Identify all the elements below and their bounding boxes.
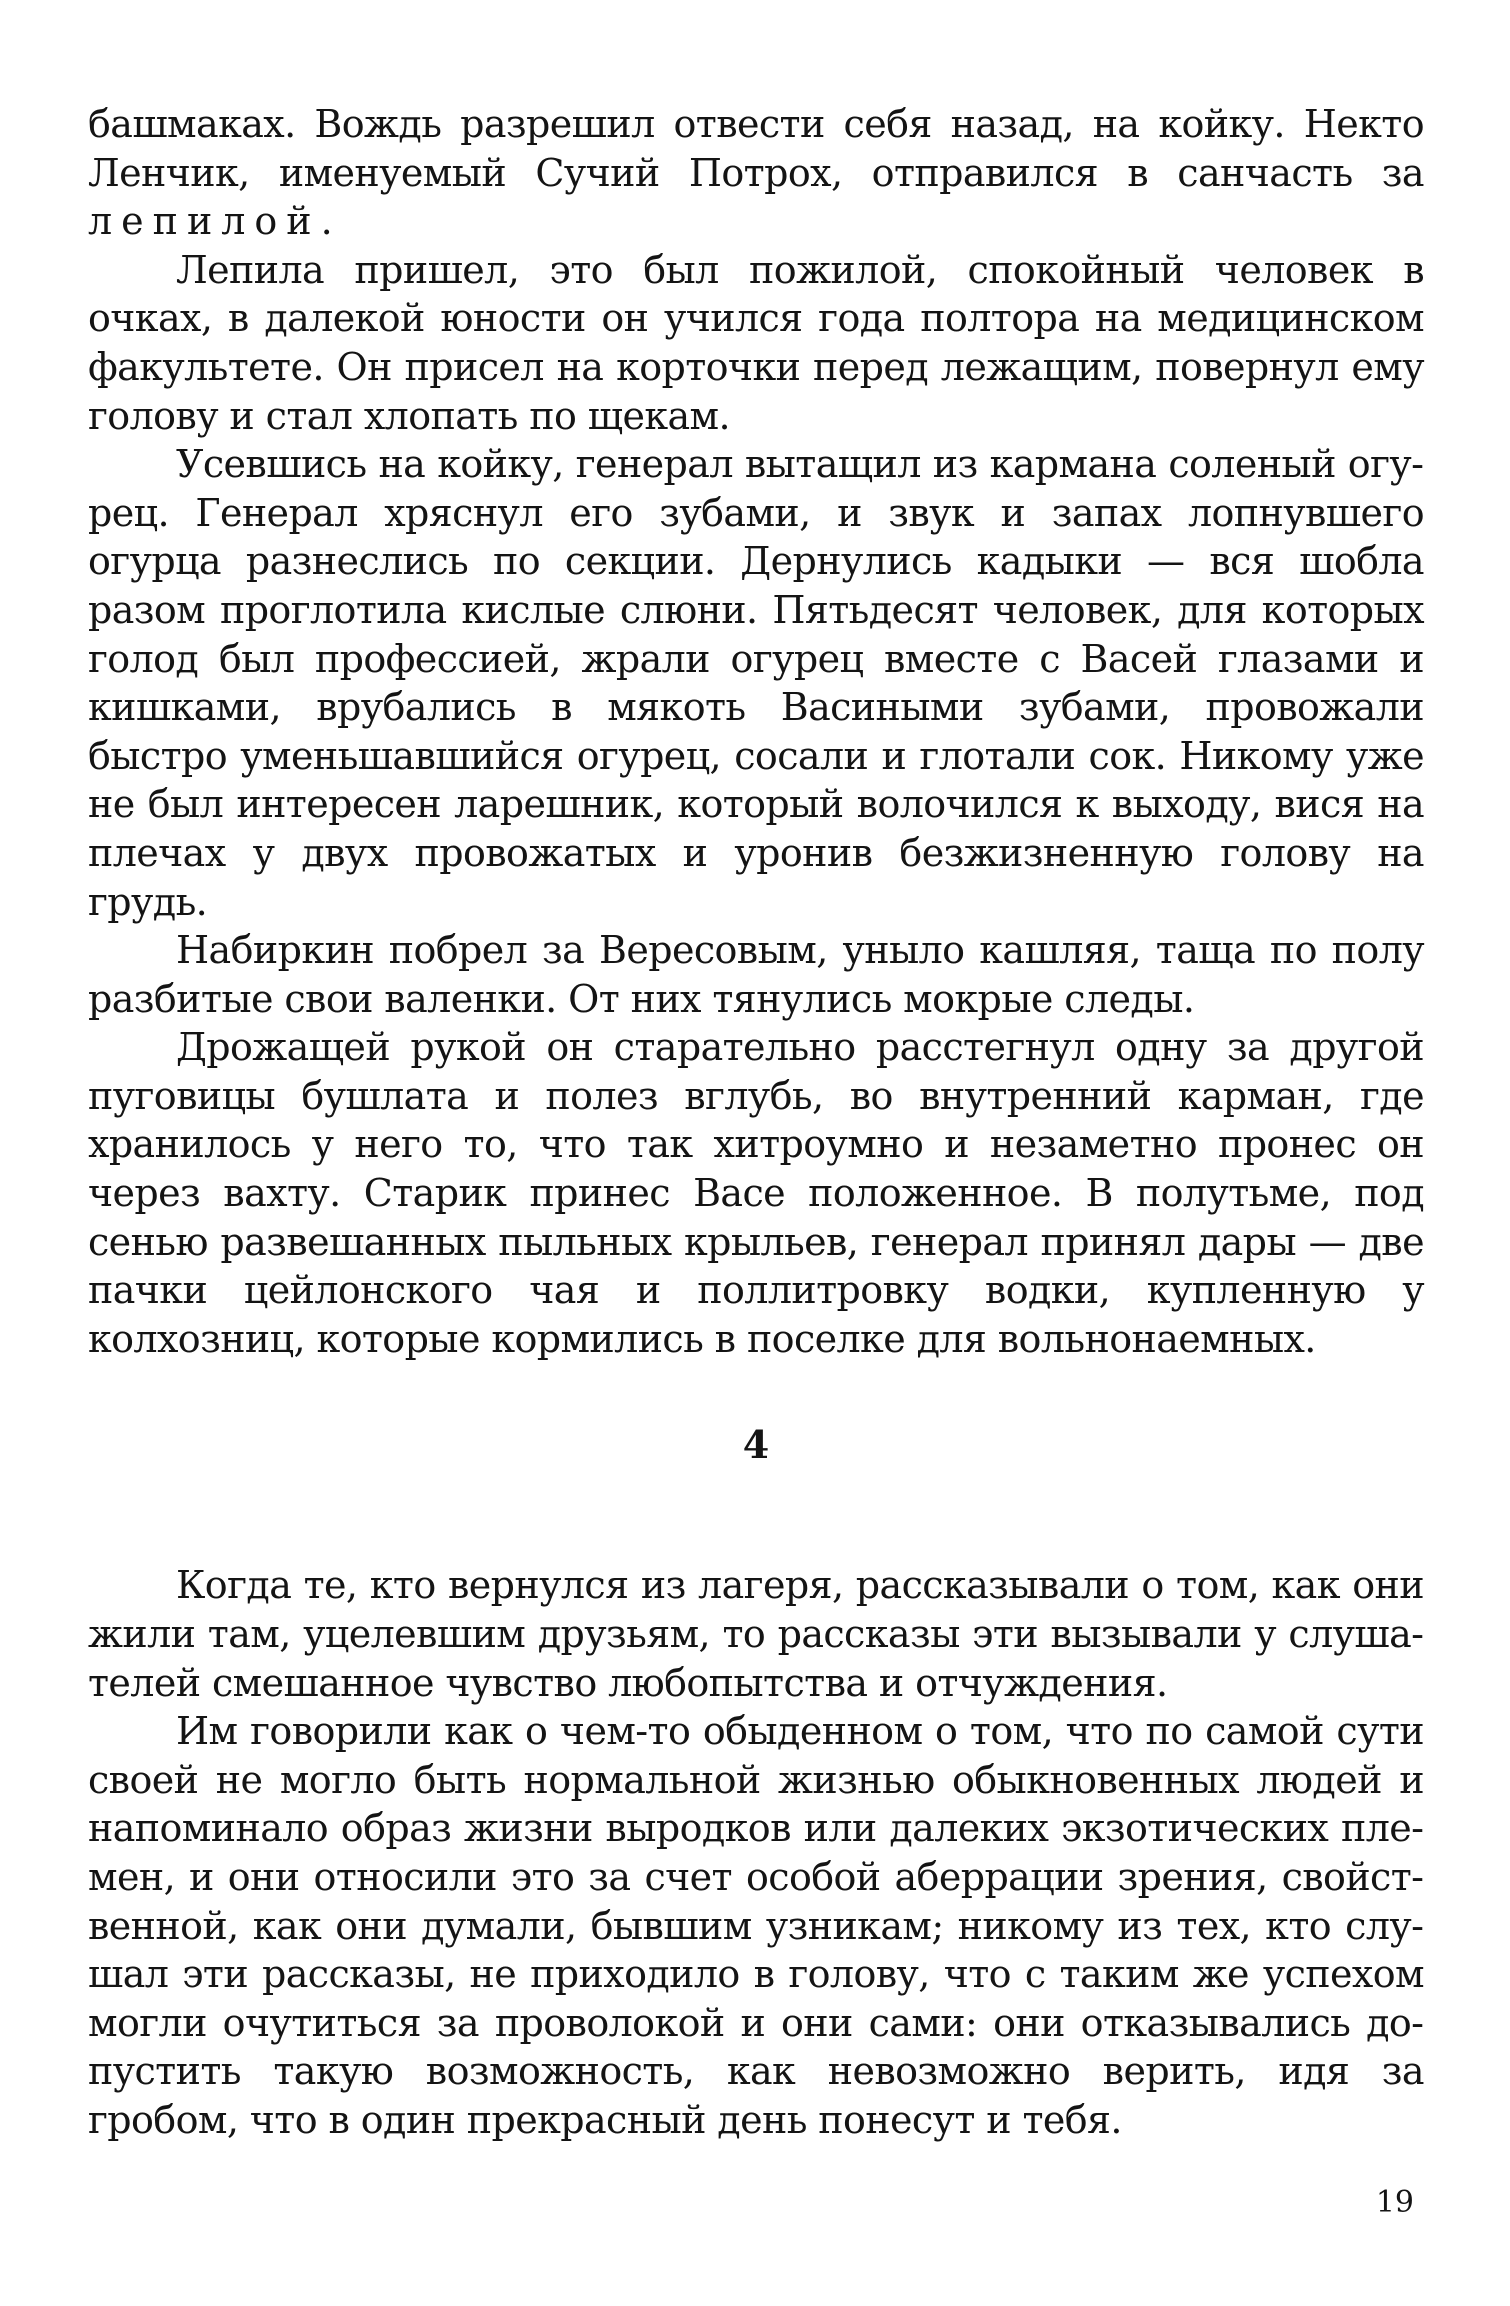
paragraph: Когда те, кто вернулся из лагеря, рассказывали о том, как они жили там, уцелевшим друзьям, то рассказы эти вызывали у слушателей смешанное чувство любопытства и отчуждения. [88,1563,1424,1705]
paragraph: Набиркин побрел за Вересовым, уныло кашляя, таща по полу разбитые свои валенки. От них тянулись мокрые следы. [88,928,1424,1021]
section-number: 4 [742,1422,770,1468]
paragraph: Им говорили как о чем-то обыденном о том, что по самой сути своей не могло быть нормальной жизнью обыкновенных людей и напоминало образ жизни выродков или далеких экзотических племен, и они относили это за счет особой аберрации зрения, свойственной, как они думали, бывшим узникам; никому из тех, кто слушал эти рассказы, не приходило в голову, что с таким же успехом могли очутиться за проволокой и они сами: они отказывались допустить такую возможность, как невозможно верить, идя за гробом, что в один прекрасный день понесут и тебя. [88,1709,1424,2142]
page-text [88,100,1424,2145]
paragraph-text-end: . [320,199,333,244]
page-number: 19 [1375,2185,1414,2220]
paragraph: Лепила пришел, это был пожилой, спокойный человек в очках, в далекой юности он учился года полтора на медицинском факультете. Он присел на корточки перед лежащим, повернул ему голову и стал хлопать по щекам. [88,247,1424,438]
paragraph-text: башмаках. Вождь разрешил отвести себя назад, на койку. Некто Ленчик, именуемый Сучий Потрох, отправился в санчасть за [88,102,1424,195]
paragraph-continued [88,100,1424,246]
spaced-word: лепилой [88,199,321,244]
paragraph: Усевшись на койку, генерал вытащил из кармана соленый огурец. Генерал хряснул его зубами, и звук и запах лопнувшего огурца разнеслись по секции. Дернулись кадыки — вся шобла разом проглотила кислые слюни. Пятьдесят человек, для которых голод был профессией, жрали огурец вместе с Васей глазами и кишками, врубались в мякоть Васиными зубами, провожали быстро уменьшавшийся огурец, сосали и глотали сок. Никому уже не был интересен ларешник, который волочился к выходу, вися на плечах у двух провожатых и уронив безжизненную голову на грудь. [88,442,1424,924]
paragraph: Дрожащей рукой он старательно расстегнул одну за другой пуговицы бушлата и полез вглубь, во внутренний карман, где хранилось у него то, что так хитроумно и незаметно пронес он через вахту. Старик принес Васе положенное. В полутьме, под сенью развешанных пыльных крыльев, генерал принял дары — две пачки цейлонского чая и поллитровку водки, купленную у колхозниц, которые кормились в поселке для вольнонаемных. [88,1025,1424,1361]
